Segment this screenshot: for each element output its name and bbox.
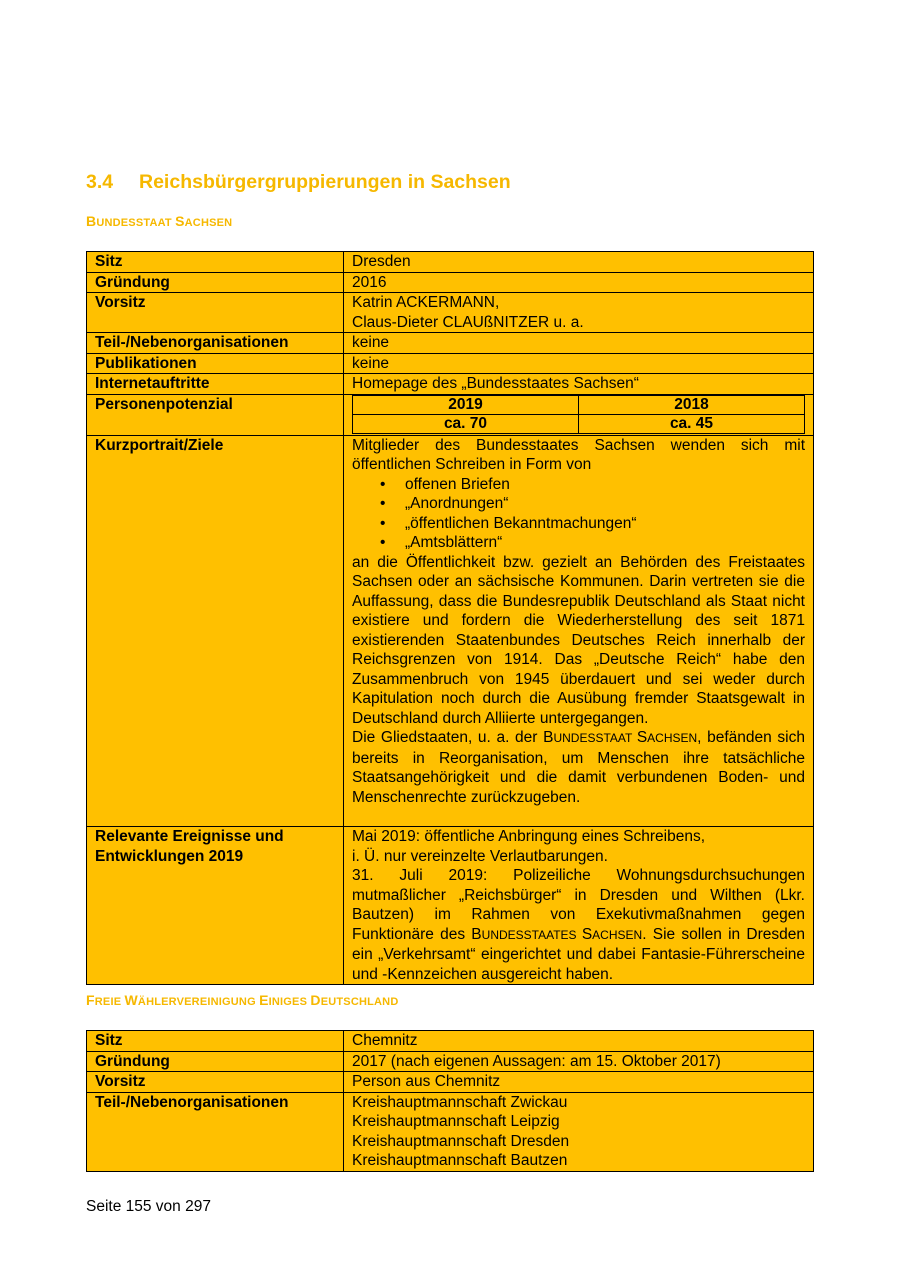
- table-row: [87, 293, 814, 333]
- row-value-gruendung: 2016: [344, 272, 814, 293]
- list-item: Kreishauptmannschaft Dresden: [352, 1132, 570, 1150]
- table-row: [87, 827, 814, 985]
- section-number: 3.4: [86, 171, 114, 193]
- list-item: • „Anordnungen“: [405, 494, 805, 514]
- ereig-body: 31. Juli 2019: Polizeiliche Wohnungsdurchsuchungen mutmaßlicher „Reichsbürger“ in Dresden und Wilthen (Lkr. Bautzen) im Rahmen von Exekutivmaßnahmen gegen Funktionäre des BUNDESSTAATES SACHSEN. Sie sollen in Dresden ein „Verkehrsamt“ eingerichtet und dabei Fantasie-Führerscheine und -Kennzeichen ausgereicht haben.: [352, 867, 805, 983]
- list-item: Kreishauptmannschaft Bautzen: [352, 1152, 568, 1169]
- row-label-ereignisse: Relevante Ereignisse und Entwicklungen 2019: [87, 827, 344, 985]
- row-label-gruendung: Gründung: [87, 1051, 344, 1072]
- row-value-ereignisse: [344, 827, 814, 985]
- row-value-teil: [344, 1092, 814, 1171]
- org2-table: [86, 1030, 814, 1172]
- list-item: Kreishauptmannschaft Leipzig: [352, 1113, 560, 1130]
- row-label-teil: Teil-/Nebenorganisationen: [87, 1092, 344, 1171]
- row-value-publikationen: keine: [344, 353, 814, 374]
- table-row: [87, 333, 814, 354]
- personen-year: 2019: [353, 395, 579, 414]
- row-label-personen: Personenpotenzial: [87, 394, 344, 435]
- vorsitz-line: Claus-Dieter CLAUßNITZER u. a.: [352, 313, 584, 331]
- vorsitz-line: Katrin ACKERMANN,: [352, 294, 500, 311]
- row-value-sitz: Dresden: [344, 252, 814, 273]
- row-value-teil: keine: [344, 333, 814, 354]
- section-heading: [86, 171, 511, 194]
- row-label-sitz: Sitz: [87, 252, 344, 273]
- table-row: [87, 353, 814, 374]
- row-label-gruendung: Gründung: [87, 272, 344, 293]
- table-row: [87, 1092, 814, 1171]
- personen-value: ca. 70: [353, 414, 579, 433]
- personen-year: 2018: [579, 395, 805, 414]
- list-item: • „öffentlichen Bekanntmachungen“: [405, 514, 805, 534]
- table-row: [87, 394, 814, 435]
- row-label-kurzportrait: Kurzportrait/Ziele: [87, 435, 344, 827]
- row-label-vorsitz: Vorsitz: [87, 293, 344, 333]
- list-item: • offenen Briefen: [405, 475, 805, 495]
- list-item: Kreishauptmannschaft Zwickau: [352, 1093, 568, 1111]
- row-value-gruendung: 2017 (nach eigenen Aussagen: am 15. Oktober 2017): [344, 1051, 814, 1072]
- row-value-personen: [344, 394, 814, 435]
- row-label-vorsitz: Vorsitz: [87, 1072, 344, 1093]
- row-value-vorsitz: Person aus Chemnitz: [344, 1072, 814, 1093]
- row-value-internet: Homepage des „Bundesstaates Sachsen“: [344, 374, 814, 395]
- kurz-body: an die Öffentlichkeit bzw. gezielt an Behörden des Freistaates Sachsen oder an sächsische Kommunen. Darin vertreten sie die Auffassung, dass die Bundesrepublik Deutschland als Staat nicht existiere und fordern die Wiederherstellung des seit 1871 existierenden Staatenbundes Deutsches Reich innerhalb der Reichsgrenzen von 1914. Das „Deutsche Reich“ habe den Zusammenbruch von 1945 überdauert und sei weder durch Kapitulation noch durch die Ausübung fremder Staatsgewalt in Deutschland durch Alliierte untergegangen.: [352, 553, 805, 727]
- row-value-vorsitz: [344, 293, 814, 333]
- row-label-sitz: Sitz: [87, 1031, 344, 1052]
- list-item: • „Amtsblättern“: [405, 533, 805, 553]
- table-row: [87, 1072, 814, 1093]
- table-row: [87, 1051, 814, 1072]
- org1-table: [86, 251, 814, 985]
- kurz-body-2: Die Gliedstaaten, u. a. der BUNDESSTAAT SACHSEN, befänden sich bereits in Reorganisation, um Menschen ihre tatsächliche Staatsangehörigkeit und die damit verbundenen Boden- und Menschenrechte zurückzugeben.: [352, 729, 805, 806]
- org2-heading: FREIE WÄHLERVEREINIGUNG EINIGES DEUTSCHLAND: [86, 992, 399, 1008]
- table-row: [87, 435, 814, 827]
- row-label-teil: Teil-/Nebenorganisationen: [87, 333, 344, 354]
- org1-heading: BUNDESSTAAT SACHSEN: [86, 213, 233, 229]
- ereig-line: Mai 2019: öffentliche Anbringung eines Schreibens,: [352, 828, 706, 845]
- section-title: Reichsbürgergruppierungen in Sachsen: [139, 171, 511, 193]
- personen-table: [352, 395, 805, 434]
- table-row: [87, 272, 814, 293]
- table-row: [87, 252, 814, 273]
- table-row: [87, 1031, 814, 1052]
- row-value-kurzportrait: [344, 435, 814, 827]
- kurz-bullet-list: [352, 475, 805, 553]
- table-row: [87, 374, 814, 395]
- row-label-publikationen: Publikationen: [87, 353, 344, 374]
- personen-value: ca. 45: [579, 414, 805, 433]
- ereig-line: i. Ü. nur vereinzelte Verlautbarungen.: [352, 847, 608, 865]
- row-value-sitz: Chemnitz: [344, 1031, 814, 1052]
- kurz-intro: Mitglieder des Bundesstaates Sachsen wenden sich mit öffentlichen Schreiben in Form von: [352, 436, 805, 473]
- page-footer: Seite 155 von 297: [86, 1198, 211, 1215]
- row-label-internet: Internetauftritte: [87, 374, 344, 395]
